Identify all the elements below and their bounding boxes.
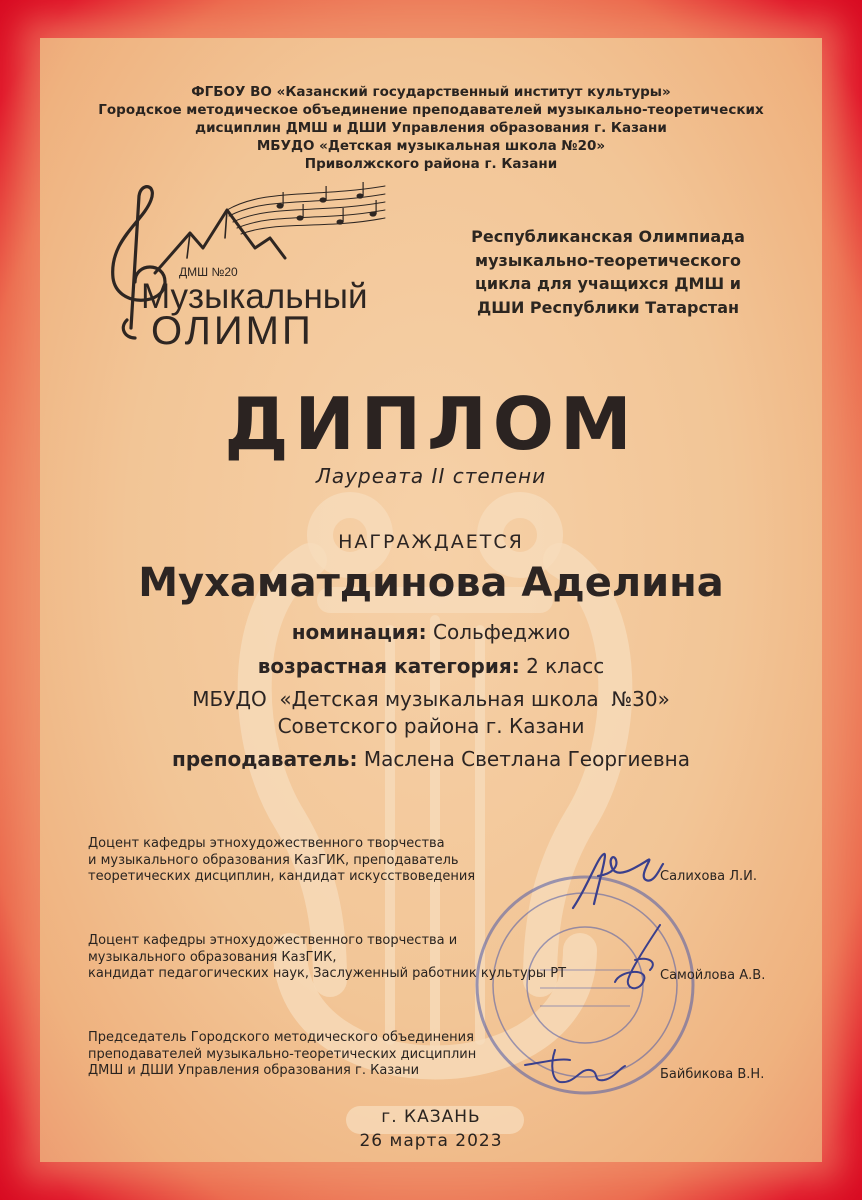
logo-word-2: ОЛИМП [151, 309, 314, 348]
logo-word-1: Музыкальный [141, 277, 368, 316]
logo-school-label: ДМШ №20 [179, 265, 238, 279]
olympiad-title [418, 225, 798, 319]
awarded-label: НАГРАЖДАЕТСЯ [338, 531, 524, 553]
signature-samoylova [600, 920, 680, 1000]
signature-2-line-2: музыкального образования КазГИК, [88, 949, 337, 965]
olympiad-line-1: Республиканская Олимпиада [471, 227, 745, 246]
signature-baybikova [520, 1040, 630, 1090]
header-line-1: ФГБОУ ВО «Казанский государственный институт культуры» [191, 84, 671, 100]
signature-1-line-1: Доцент кафедры этнохудожественного творчества [88, 836, 445, 851]
diploma-title: ДИПЛОМ [224, 382, 638, 466]
olympiad-line-4: ДШИ Республики Татарстан [476, 297, 740, 317]
age-value: 2 класс [526, 654, 605, 678]
age-row [0, 654, 862, 678]
teacher-label: преподаватель: [172, 747, 358, 771]
signature-block-1 [88, 836, 475, 886]
nomination-row [0, 620, 862, 644]
signature-1-line-3: теоретических дисциплин, кандидат искусствоведения [88, 869, 476, 884]
signature-salikhova [568, 846, 668, 916]
signature-3-line-3: ДМШ и ДШИ Управления образования г. Казани [88, 1063, 420, 1078]
olympiad-line-2: музыкально-теоретического [475, 250, 741, 270]
nomination-label: номинация: [291, 620, 427, 644]
header-line-2: Городское методическое объединение преподавателей музыкально-теоретических [98, 102, 764, 118]
school-line-2: Советского района г. Казани [277, 714, 585, 738]
school-line-1: МБУДО «Детская музыкальная школа №30» [192, 687, 670, 711]
nomination-value: Сольфеджио [433, 620, 571, 644]
muzykalny-olimp-logo [95, 178, 395, 348]
signature-2-name: Самойлова А.В. [660, 968, 766, 983]
signature-block-3 [88, 1030, 476, 1080]
signature-1-name: Салихова Л.И. [660, 869, 757, 884]
header-line-4: МБУДО «Детская музыкальная школа №20» [256, 138, 606, 154]
signature-3-name: Байбикова В.Н. [660, 1067, 765, 1082]
header-line-3: дисциплин ДМШ и ДШИ Управления образования г. Казани [195, 120, 667, 136]
footer-date: 26 марта 2023 [359, 1131, 503, 1151]
signature-block-2 [88, 933, 566, 983]
age-label: возрастная категория: [257, 654, 520, 678]
signature-2-line-3: кандидат педагогических наук, Заслуженный работник культуры РТ [88, 966, 567, 981]
signature-1-line-2: и музыкального образования КазГИК, преподаватель [88, 852, 459, 868]
teacher-row [0, 747, 862, 771]
signature-3-line-1: Председатель Городского методического объединения [88, 1030, 474, 1045]
signature-2-line-1: Доцент кафедры этнохудожественного творчества и [88, 933, 458, 948]
olympiad-line-3: цикла для учащихся ДМШ и [475, 274, 741, 293]
diploma-degree: Лауреата II степени [315, 464, 547, 488]
teacher-value: Маслена Светлана Георгиевна [363, 747, 690, 771]
recipient-name: Мухаматдинова Аделина [138, 560, 724, 606]
signature-3-line-2: преподавателей музыкально-теоретических дисциплин [88, 1046, 477, 1062]
footer-city: г. КАЗАНЬ [381, 1107, 481, 1127]
header-line-5: Приволжского района г. Казани [304, 156, 558, 172]
